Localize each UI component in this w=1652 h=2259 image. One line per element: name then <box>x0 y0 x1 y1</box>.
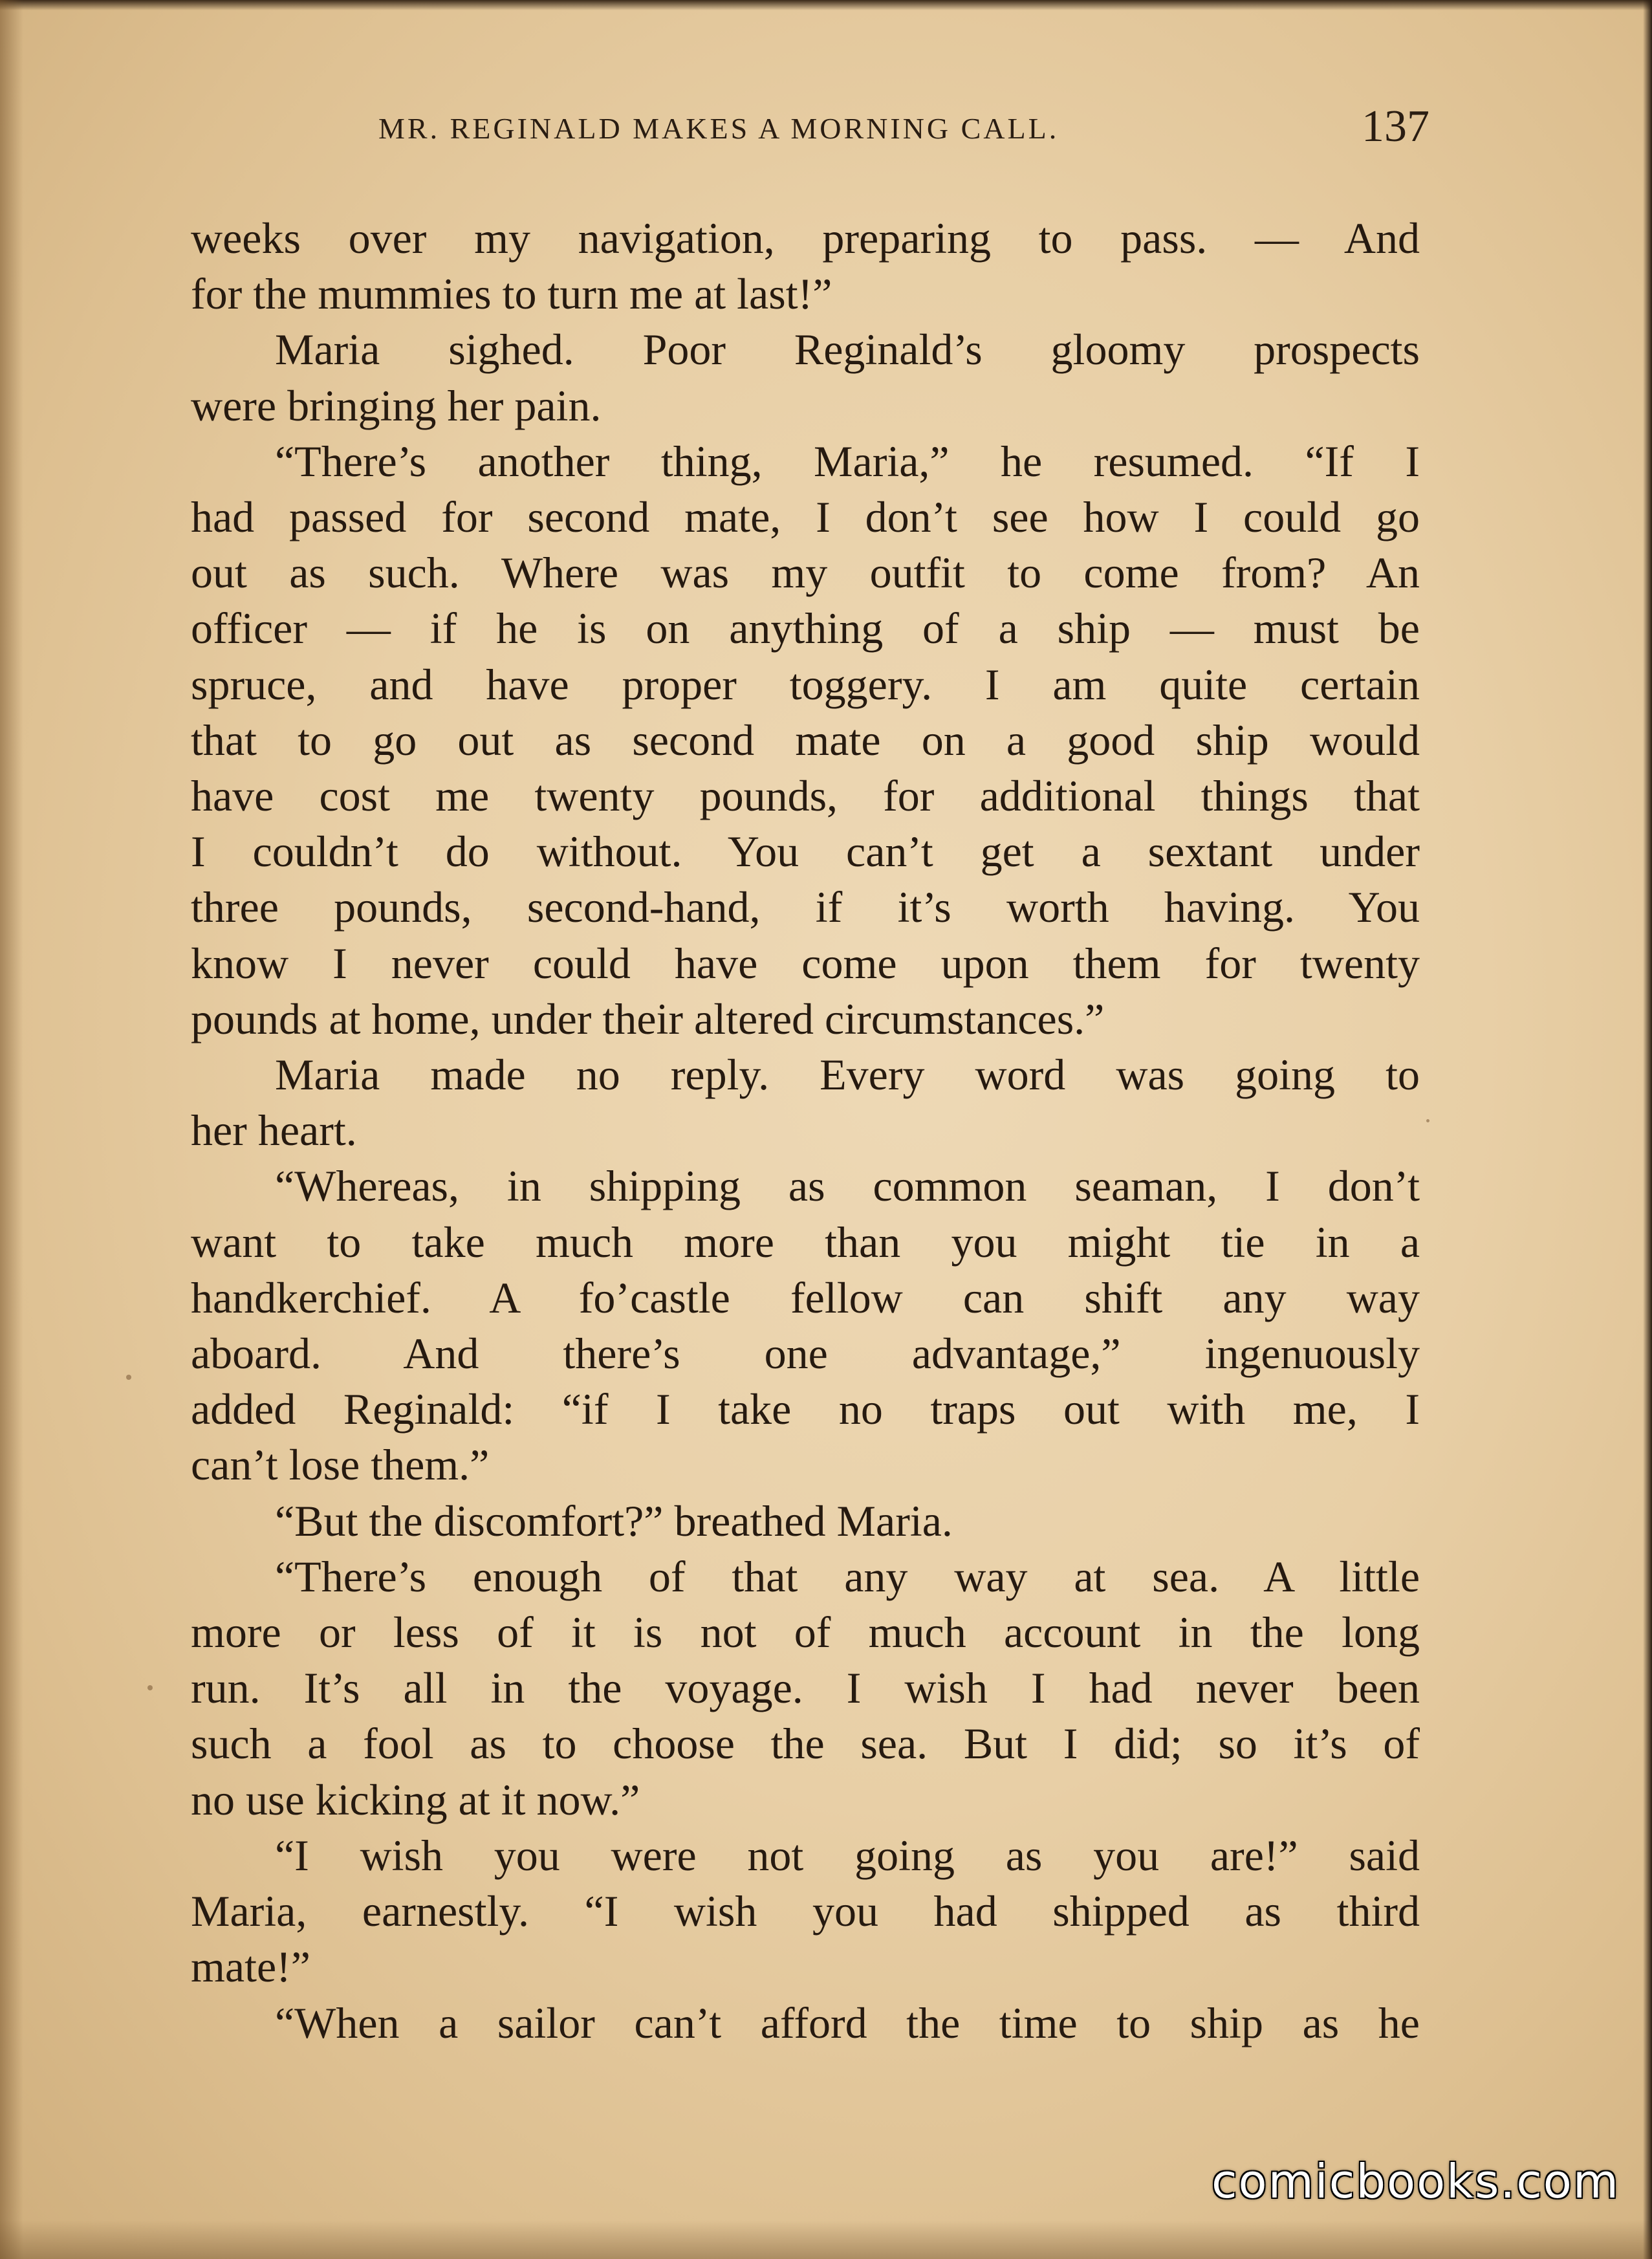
text-line: three pounds, second-hand, if it’s worth having. You <box>191 882 1420 932</box>
text-line: weeks over my navigation, preparing to pass. — And <box>191 213 1420 263</box>
text-line: run. It’s all in the voyage. I wish I had never been <box>191 1663 1420 1713</box>
page-left-edge-tint <box>0 0 23 2259</box>
page-number: 137 <box>1362 102 1429 151</box>
text-line: know I never could have come upon them for twenty <box>191 938 1420 988</box>
text-line: no use kicking at it now.” <box>191 1774 640 1824</box>
text-line: for the mummies to turn me at last!” <box>191 269 832 319</box>
paper-speck <box>147 1685 153 1690</box>
text-line: can’t lose them.” <box>191 1440 490 1490</box>
text-line: have cost me twenty pounds, for additional things that <box>191 771 1420 821</box>
page-right-edge-shadow <box>1643 0 1652 2259</box>
running-header <box>191 97 1429 155</box>
text-line: “There’s enough of that any way at sea. A little <box>275 1551 1420 1601</box>
text-line: Maria sighed. Poor Reginald’s gloomy prospects <box>275 325 1420 375</box>
text-line: spruce, and have proper toggery. I am quite certain <box>191 659 1420 709</box>
watermark-text: comicbooks.com <box>1211 2154 1620 2209</box>
text-line: “Whereas, in shipping as common seaman, I don’t <box>275 1161 1420 1211</box>
paper-speck <box>1426 1119 1429 1122</box>
text-line: I couldn’t do without. You can’t get a sextant under <box>191 827 1420 877</box>
text-line: Maria made no reply. Every word was going to <box>275 1050 1420 1100</box>
text-line: officer — if he is on anything of a ship — must be <box>191 604 1420 653</box>
text-line: Maria, earnestly. “I wish you had shipped as third <box>191 1886 1420 1936</box>
text-line: more or less of it is not of much account in the long <box>191 1608 1420 1657</box>
page-bottom-edge-tint <box>0 2220 1652 2259</box>
text-line: mate!” <box>191 1942 310 1992</box>
text-line: aboard. And there’s one advantage,” ingenuously <box>191 1329 1420 1379</box>
text-line: “But the discomfort?” breathed Maria. <box>275 1496 953 1545</box>
text-line: “There’s another thing, Maria,” he resumed. “If I <box>275 436 1420 486</box>
text-line: want to take much more than you might tie in a <box>191 1217 1420 1267</box>
text-line: “When a sailor can’t afford the time to ship as he <box>275 1998 1420 2047</box>
running-title: MR. REGINALD MAKES A MORNING CALL. <box>378 112 1060 145</box>
text-line: had passed for second mate, I don’t see how I could go <box>191 492 1420 542</box>
page-top-edge-shadow <box>0 0 1652 10</box>
text-line: were bringing her pain. <box>191 380 602 430</box>
text-line: pounds at home, under their altered circumstances.” <box>191 994 1105 1043</box>
text-line: such a fool as to choose the sea. But I did; so it’s of <box>191 1719 1420 1769</box>
text-line: added Reginald: “if I take no traps out with me, I <box>191 1384 1420 1434</box>
text-line: her heart. <box>191 1106 357 1155</box>
text-line: out as such. Where was my outfit to come from? An <box>191 548 1420 598</box>
text-line: handkerchief. A fo’castle fellow can shift any way <box>191 1272 1420 1322</box>
text-line: that to go out as second mate on a good ship would <box>191 715 1420 765</box>
text-line: “I wish you were not going as you are!” said <box>275 1830 1420 1880</box>
body-text <box>191 210 1420 2051</box>
paper-speck <box>126 1375 131 1380</box>
